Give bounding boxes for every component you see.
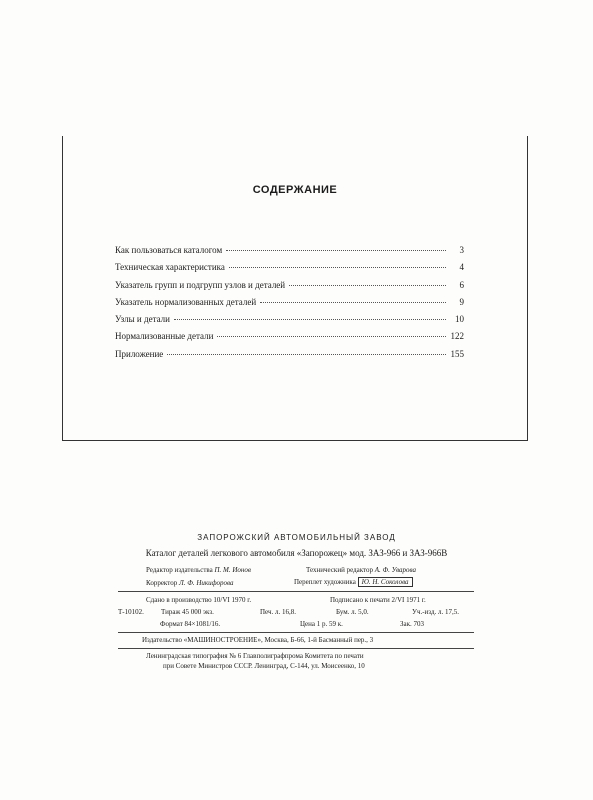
publishing-house: Издательство «МАШИНОСТРОЕНИЕ», Москва, Б-66, 1-й Басманный пер., 3 <box>142 636 374 644</box>
toc-item-label: Приложение <box>115 348 164 359</box>
corrector-label: Корректор <box>146 579 178 587</box>
toc-item <box>115 262 464 279</box>
toc-item <box>115 314 464 331</box>
toc-item <box>115 245 464 262</box>
order-number: Зак. 703 <box>400 620 425 628</box>
divider <box>118 632 474 633</box>
editor-line <box>146 566 251 574</box>
toc-item-label: Указатель групп и подгрупп узлов и деталей <box>115 279 286 290</box>
toc-item-page: 10 <box>455 314 464 325</box>
toc-list <box>115 245 464 366</box>
toc-item-label: Техническая характеристика <box>115 262 225 273</box>
toc-leader <box>289 285 446 286</box>
divider <box>118 591 474 592</box>
toc-item-page: 155 <box>450 348 464 359</box>
tech-editor-line <box>306 566 416 574</box>
format: Формат 84×1081/16. <box>160 620 221 628</box>
publisher-name: ЗАПОРОЖСКИЙ АВТОМОБИЛЬНЫЙ ЗАВОД <box>197 533 396 542</box>
editor-name: П. М. Ионов <box>214 566 251 574</box>
toc-title: СОДЕРЖАНИЕ <box>252 184 338 196</box>
toc-item-label: Нормализованные детали <box>115 331 214 342</box>
toc-item-label: Узлы и детали <box>115 314 170 325</box>
toc-item <box>115 331 464 348</box>
code: Т-10102. <box>118 608 144 616</box>
binding-label: Переплет художника <box>294 578 356 586</box>
signed-line: Подписано к печати 2/VI 1971 г. <box>330 596 426 604</box>
toc-item-page: 3 <box>459 245 464 255</box>
book-title: Каталог деталей легкового автомобиля «Запорожец» мод. ЗАЗ-966 и ЗАЗ-966В <box>145 548 448 558</box>
toc-leader <box>226 250 446 251</box>
toc-item-label: Как пользоваться каталогом <box>115 245 223 255</box>
price: Цена 1 р. 59 к. <box>300 620 343 628</box>
print-sheets: Печ. л. 16,8. <box>260 608 297 616</box>
toc-leader <box>217 336 446 337</box>
corrector-line <box>146 579 234 587</box>
toc-leader <box>167 354 446 355</box>
tech-editor-label: Технический редактор <box>306 566 374 574</box>
toc-item <box>115 297 464 314</box>
toc-item-page: 4 <box>459 262 464 273</box>
binding-line <box>294 578 413 586</box>
toc-item <box>115 280 464 297</box>
paper-sheets: Бум. л. 5,0. <box>336 608 369 616</box>
pub-sheets: Уч.-изд. л. 17,5. <box>412 608 459 616</box>
contents-frame <box>62 136 528 441</box>
toc-item-page: 9 <box>459 296 464 307</box>
toc-leader <box>260 302 446 303</box>
binding-name: Ю. Н. Соколова <box>358 577 413 587</box>
printer-line-2: при Совете Министров СССР. Ленинград, С-144, ул. Моисеенко, 10 <box>163 662 365 670</box>
toc-leader <box>229 267 446 268</box>
editor-label: Редактор издательства <box>146 566 213 574</box>
toc-item <box>115 349 464 366</box>
printer-line-1: Ленинградская типография № 6 Главполиграфпрома Комитета по печати <box>146 652 364 660</box>
toc-item-page: 6 <box>459 279 464 290</box>
divider <box>118 648 474 649</box>
toc-leader <box>174 319 446 320</box>
corrector-name: Л. Ф. Никифорова <box>178 579 234 587</box>
toc-item-label: Указатель нормализованных деталей <box>115 296 257 307</box>
toc-item-page: 122 <box>450 331 464 342</box>
print-run: Тираж 45 000 экз. <box>161 608 214 616</box>
sent-line: Сдано в производство 10/VI 1970 г. <box>146 596 252 604</box>
tech-editor-name: А. Ф. Уварова <box>374 566 417 574</box>
